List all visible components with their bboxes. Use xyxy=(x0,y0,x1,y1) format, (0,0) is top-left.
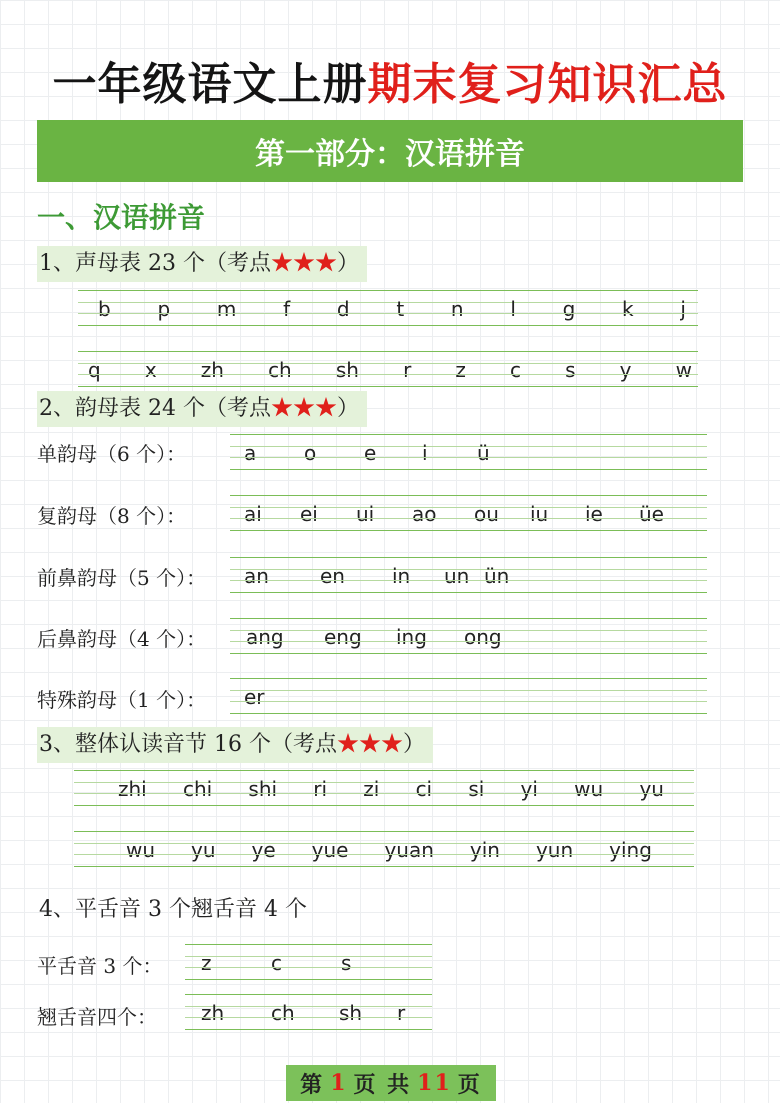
pinyin-item: wu xyxy=(126,838,156,862)
pinyin-item: z xyxy=(201,951,212,975)
subheading-close: ） xyxy=(337,251,360,276)
page-prefix: 第 xyxy=(300,1071,325,1098)
pinyin-item: i xyxy=(422,441,428,465)
pinyin-item: ao xyxy=(412,502,437,526)
pinyin-item: s xyxy=(565,358,576,382)
pinyin-item: ci xyxy=(415,777,433,801)
pinyin-item: ou xyxy=(474,502,499,526)
pinyin-item: ri xyxy=(313,777,328,801)
initials-row-2 xyxy=(78,354,698,386)
star-rating: ★★★ xyxy=(270,396,337,421)
page-middle: 页 共 xyxy=(353,1071,412,1098)
pinyin-item: k xyxy=(622,297,634,321)
subheading-close: ） xyxy=(337,396,360,421)
pinyin-item: yu xyxy=(639,777,664,801)
pinyin-item: wu xyxy=(574,777,604,801)
whole-syllables-row-2 xyxy=(74,834,694,866)
writing-line-initials-1 xyxy=(78,290,698,326)
page-indicator xyxy=(286,1065,496,1101)
pinyin-item: c xyxy=(271,951,282,975)
pinyin-item: in xyxy=(392,564,411,588)
pinyin-item: ing xyxy=(396,625,427,649)
pinyin-item: g xyxy=(562,297,576,321)
pinyin-item: j xyxy=(680,297,686,321)
pinyin-item: zhi xyxy=(118,777,147,801)
pinyin-item: a xyxy=(244,441,257,465)
pinyin-item: zi xyxy=(363,777,380,801)
pinyin-item: ye xyxy=(251,838,276,862)
current-page: 1 xyxy=(330,1070,348,1096)
star-rating: ★★★ xyxy=(336,732,403,757)
page-suffix: 页 xyxy=(457,1071,482,1098)
pinyin-item: yin xyxy=(469,838,500,862)
page-title xyxy=(0,48,780,112)
pinyin-item: d xyxy=(336,297,350,321)
pinyin-item: o xyxy=(304,441,317,465)
pinyin-item: l xyxy=(510,297,516,321)
subheading-flat-retroflex-text: 4、平舌音 3 个翘舌音 4 个 xyxy=(39,897,307,922)
retroflex-row xyxy=(185,997,432,1029)
writing-line-back-nasal xyxy=(230,618,707,654)
pinyin-item: e xyxy=(364,441,377,465)
back-nasal-row xyxy=(230,621,707,653)
finals-label-front-nasal: 前鼻韵母（5 个）： xyxy=(37,566,207,590)
pinyin-item: yun xyxy=(535,838,574,862)
subheading-finals xyxy=(37,391,367,427)
pinyin-item: ong xyxy=(464,625,502,649)
pinyin-item: un xyxy=(444,564,470,588)
subheading-initials xyxy=(37,246,367,282)
pinyin-item: c xyxy=(510,358,522,382)
pinyin-item: sh xyxy=(335,358,359,382)
flat-tongue-label: 平舌音 3 个： xyxy=(37,954,163,978)
subheading-whole-syllables xyxy=(37,727,433,763)
pinyin-item: en xyxy=(320,564,345,588)
finals-label-single: 单韵母（6 个）： xyxy=(37,442,187,466)
pinyin-item: yu xyxy=(191,838,216,862)
writing-line-front-nasal xyxy=(230,557,707,593)
writing-line-single-finals xyxy=(230,434,707,470)
pinyin-item: ü xyxy=(477,441,490,465)
writing-line-flat-tongue xyxy=(185,944,432,980)
whole-syllables-row-1 xyxy=(74,773,694,805)
pinyin-item: p xyxy=(157,297,171,321)
special-final-row xyxy=(230,681,707,713)
pinyin-item: zh xyxy=(201,1001,225,1025)
pinyin-item: z xyxy=(455,358,466,382)
pinyin-item: ai xyxy=(244,502,262,526)
subheading-whole-text: 3、整体认读音节 16 个（考点 xyxy=(39,732,337,757)
subheading-initials-text: 1、声母表 23 个（考点 xyxy=(39,251,271,276)
finals-label-compound: 复韵母（8 个）： xyxy=(37,504,187,528)
retroflex-label: 翘舌音四个： xyxy=(37,1005,157,1029)
pinyin-item: ch xyxy=(268,358,292,382)
pinyin-item: q xyxy=(88,358,101,382)
front-nasal-row xyxy=(230,560,707,592)
pinyin-item: yue xyxy=(311,838,349,862)
pinyin-item: r xyxy=(403,358,412,382)
pinyin-item: yi xyxy=(520,777,538,801)
single-finals-row xyxy=(230,437,707,469)
pinyin-item: ui xyxy=(356,502,375,526)
subheading-flat-retroflex xyxy=(37,892,315,928)
pinyin-item: f xyxy=(283,297,291,321)
pinyin-item: m xyxy=(216,297,237,321)
total-pages: 11 xyxy=(417,1070,452,1096)
pinyin-item: eng xyxy=(324,625,362,649)
finals-label-back-nasal: 后鼻韵母（4 个）： xyxy=(37,627,207,651)
initials-row-1 xyxy=(78,293,698,325)
finals-label-special: 特殊韵母（1 个）： xyxy=(37,688,207,712)
writing-line-special-final xyxy=(230,678,707,714)
pinyin-item: t xyxy=(396,297,405,321)
pinyin-item: y xyxy=(619,358,632,382)
compound-finals-row xyxy=(230,498,707,530)
part-banner-text: 第一部分：汉语拼音 xyxy=(255,137,525,172)
pinyin-item: an xyxy=(244,564,269,588)
pinyin-item: ei xyxy=(300,502,318,526)
writing-line-retroflex xyxy=(185,994,432,1030)
star-rating: ★★★ xyxy=(270,251,337,276)
pinyin-item: n xyxy=(450,297,464,321)
pinyin-item: er xyxy=(244,685,265,709)
pinyin-item: ün xyxy=(484,564,510,588)
writing-line-compound-finals xyxy=(230,495,707,531)
section-heading: 一、汉语拼音 xyxy=(37,201,206,234)
pinyin-item: chi xyxy=(182,777,213,801)
flat-tongue-row xyxy=(185,947,432,979)
title-part-1: 一年级语文上册 xyxy=(52,59,368,110)
pinyin-item: r xyxy=(397,1001,406,1025)
pinyin-item: s xyxy=(341,951,352,975)
pinyin-item: iu xyxy=(530,502,549,526)
pinyin-item: shi xyxy=(248,777,278,801)
pinyin-item: si xyxy=(468,777,485,801)
pinyin-item: ie xyxy=(585,502,603,526)
pinyin-item: ying xyxy=(609,838,652,862)
subheading-close: ） xyxy=(403,732,426,757)
pinyin-item: b xyxy=(98,297,111,321)
pinyin-item: ch xyxy=(271,1001,295,1025)
pinyin-item: üe xyxy=(639,502,664,526)
pinyin-item: w xyxy=(675,358,692,382)
subheading-finals-text: 2、韵母表 24 个（考点 xyxy=(39,396,271,421)
part-banner xyxy=(37,120,743,182)
pinyin-item: sh xyxy=(339,1001,363,1025)
pinyin-item: x xyxy=(144,358,157,382)
title-part-2: 期末复习知识汇总 xyxy=(367,59,728,110)
writing-line-whole-1 xyxy=(74,770,694,806)
pinyin-item: zh xyxy=(200,358,224,382)
pinyin-item: yuan xyxy=(384,838,434,862)
pinyin-item: ang xyxy=(246,625,284,649)
writing-line-initials-2 xyxy=(78,351,698,387)
writing-line-whole-2 xyxy=(74,831,694,867)
